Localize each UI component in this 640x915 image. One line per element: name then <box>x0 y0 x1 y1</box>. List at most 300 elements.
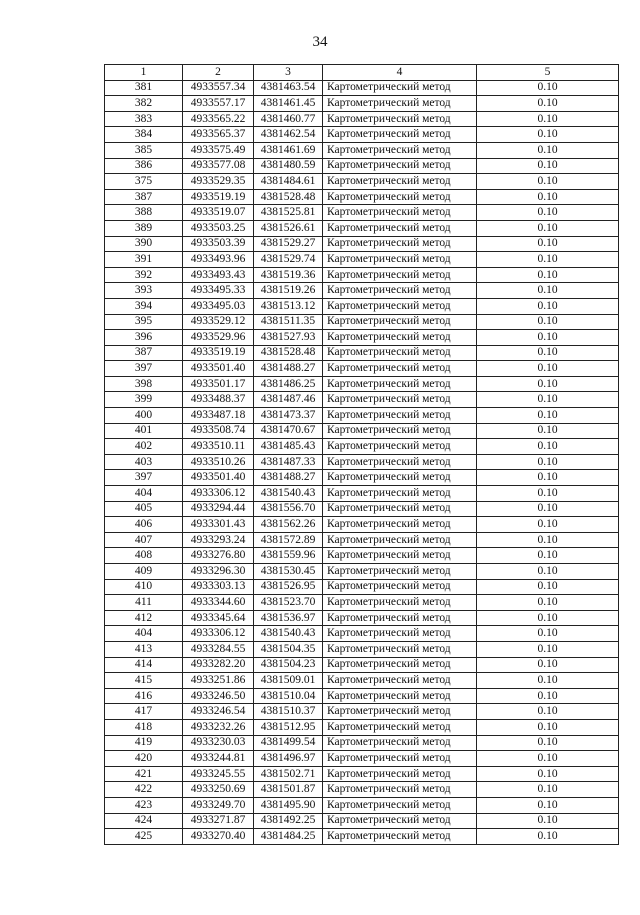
y-coordinate-cell: 4381485.43 <box>254 439 323 455</box>
method-cell: Картометрический метод <box>323 688 477 704</box>
point-number-cell: 401 <box>105 423 183 439</box>
method-cell: Картометрический метод <box>323 376 477 392</box>
point-number-cell: 409 <box>105 564 183 580</box>
y-coordinate-cell: 4381526.95 <box>254 579 323 595</box>
x-coordinate-cell: 4933294.44 <box>183 501 254 517</box>
method-cell: Картометрический метод <box>323 267 477 283</box>
method-cell: Картометрический метод <box>323 595 477 611</box>
accuracy-cell: 0.10 <box>477 205 619 221</box>
point-number-cell: 394 <box>105 298 183 314</box>
x-coordinate-cell: 4933306.12 <box>183 486 254 502</box>
y-coordinate-cell: 4381495.90 <box>254 797 323 813</box>
method-cell: Картометрический метод <box>323 252 477 268</box>
accuracy-cell: 0.10 <box>477 486 619 502</box>
method-cell: Картометрический метод <box>323 501 477 517</box>
accuracy-cell: 0.10 <box>477 408 619 424</box>
accuracy-cell: 0.10 <box>477 797 619 813</box>
point-number-cell: 381 <box>105 80 183 96</box>
point-number-cell: 423 <box>105 797 183 813</box>
point-number-cell: 417 <box>105 704 183 720</box>
accuracy-cell: 0.10 <box>477 610 619 626</box>
method-cell: Картометрический метод <box>323 298 477 314</box>
x-coordinate-cell: 4933493.96 <box>183 252 254 268</box>
y-coordinate-cell: 4381461.45 <box>254 96 323 112</box>
accuracy-cell: 0.10 <box>477 641 619 657</box>
x-coordinate-cell: 4933282.20 <box>183 657 254 673</box>
accuracy-cell: 0.10 <box>477 657 619 673</box>
y-coordinate-cell: 4381480.59 <box>254 158 323 174</box>
accuracy-cell: 0.10 <box>477 361 619 377</box>
y-coordinate-cell: 4381461.69 <box>254 142 323 158</box>
y-coordinate-cell: 4381484.25 <box>254 829 323 845</box>
method-cell: Картометрический метод <box>323 236 477 252</box>
point-number-cell: 395 <box>105 314 183 330</box>
accuracy-cell: 0.10 <box>477 829 619 845</box>
x-coordinate-cell: 4933503.39 <box>183 236 254 252</box>
accuracy-cell: 0.10 <box>477 345 619 361</box>
y-coordinate-cell: 4381509.01 <box>254 673 323 689</box>
table-row <box>105 782 619 798</box>
table-row <box>105 220 619 236</box>
point-number-cell: 388 <box>105 205 183 221</box>
method-cell: Картометрический метод <box>323 283 477 299</box>
x-coordinate-cell: 4933270.40 <box>183 829 254 845</box>
x-coordinate-cell: 4933230.03 <box>183 735 254 751</box>
point-number-cell: 389 <box>105 220 183 236</box>
accuracy-cell: 0.10 <box>477 439 619 455</box>
table-row <box>105 704 619 720</box>
table-row <box>105 610 619 626</box>
point-number-cell: 390 <box>105 236 183 252</box>
x-coordinate-cell: 4933251.86 <box>183 673 254 689</box>
method-cell: Картометрический метод <box>323 96 477 112</box>
accuracy-cell: 0.10 <box>477 80 619 96</box>
point-number-cell: 420 <box>105 751 183 767</box>
method-cell: Картометрический метод <box>323 797 477 813</box>
x-coordinate-cell: 4933557.34 <box>183 80 254 96</box>
method-cell: Картометрический метод <box>323 80 477 96</box>
y-coordinate-cell: 4381510.37 <box>254 704 323 720</box>
point-number-cell: 384 <box>105 127 183 143</box>
accuracy-cell: 0.10 <box>477 142 619 158</box>
x-coordinate-cell: 4933575.49 <box>183 142 254 158</box>
method-cell: Картометрический метод <box>323 548 477 564</box>
table-row <box>105 657 619 673</box>
table-row <box>105 735 619 751</box>
point-number-cell: 397 <box>105 470 183 486</box>
table-row <box>105 766 619 782</box>
x-coordinate-cell: 4933493.43 <box>183 267 254 283</box>
table-row <box>105 486 619 502</box>
method-cell: Картометрический метод <box>323 142 477 158</box>
point-number-cell: 402 <box>105 439 183 455</box>
y-coordinate-cell: 4381529.74 <box>254 252 323 268</box>
method-cell: Картометрический метод <box>323 610 477 626</box>
x-coordinate-cell: 4933503.25 <box>183 220 254 236</box>
x-coordinate-cell: 4933501.40 <box>183 361 254 377</box>
method-cell: Картометрический метод <box>323 220 477 236</box>
method-cell: Картометрический метод <box>323 704 477 720</box>
point-number-cell: 419 <box>105 735 183 751</box>
y-coordinate-cell: 4381528.48 <box>254 189 323 205</box>
accuracy-cell: 0.10 <box>477 376 619 392</box>
y-coordinate-cell: 4381484.61 <box>254 174 323 190</box>
y-coordinate-cell: 4381572.89 <box>254 532 323 548</box>
y-coordinate-cell: 4381462.54 <box>254 127 323 143</box>
point-number-cell: 425 <box>105 829 183 845</box>
point-number-cell: 407 <box>105 532 183 548</box>
y-coordinate-cell: 4381460.77 <box>254 111 323 127</box>
method-cell: Картометрический метод <box>323 829 477 845</box>
accuracy-cell: 0.10 <box>477 517 619 533</box>
table-row <box>105 408 619 424</box>
x-coordinate-cell: 4933301.43 <box>183 517 254 533</box>
accuracy-cell: 0.10 <box>477 579 619 595</box>
table-row <box>105 564 619 580</box>
x-coordinate-cell: 4933529.96 <box>183 330 254 346</box>
accuracy-cell: 0.10 <box>477 392 619 408</box>
method-cell: Картометрический метод <box>323 392 477 408</box>
x-coordinate-cell: 4933577.08 <box>183 158 254 174</box>
y-coordinate-cell: 4381559.96 <box>254 548 323 564</box>
accuracy-cell: 0.10 <box>477 532 619 548</box>
table-row <box>105 142 619 158</box>
point-number-cell: 408 <box>105 548 183 564</box>
table-row <box>105 517 619 533</box>
column-header-2: 2 <box>183 65 254 81</box>
method-cell: Картометрический метод <box>323 766 477 782</box>
table-row <box>105 392 619 408</box>
table-row <box>105 158 619 174</box>
x-coordinate-cell: 4933488.37 <box>183 392 254 408</box>
point-number-cell: 387 <box>105 345 183 361</box>
accuracy-cell: 0.10 <box>477 252 619 268</box>
accuracy-cell: 0.10 <box>477 470 619 486</box>
table-row <box>105 111 619 127</box>
table-row <box>105 548 619 564</box>
x-coordinate-cell: 4933519.07 <box>183 205 254 221</box>
x-coordinate-cell: 4933565.22 <box>183 111 254 127</box>
accuracy-cell: 0.10 <box>477 236 619 252</box>
accuracy-cell: 0.10 <box>477 564 619 580</box>
y-coordinate-cell: 4381511.35 <box>254 314 323 330</box>
x-coordinate-cell: 4933344.60 <box>183 595 254 611</box>
method-cell: Картометрический метод <box>323 626 477 642</box>
point-number-cell: 418 <box>105 719 183 735</box>
accuracy-cell: 0.10 <box>477 782 619 798</box>
y-coordinate-cell: 4381540.43 <box>254 626 323 642</box>
method-cell: Картометрический метод <box>323 189 477 205</box>
accuracy-cell: 0.10 <box>477 626 619 642</box>
accuracy-cell: 0.10 <box>477 330 619 346</box>
point-number-cell: 385 <box>105 142 183 158</box>
method-cell: Картометрический метод <box>323 439 477 455</box>
table-row <box>105 252 619 268</box>
y-coordinate-cell: 4381526.61 <box>254 220 323 236</box>
page-number: 34 <box>312 34 328 50</box>
method-cell: Картометрический метод <box>323 314 477 330</box>
method-cell: Картометрический метод <box>323 641 477 657</box>
table-row <box>105 174 619 190</box>
accuracy-cell: 0.10 <box>477 267 619 283</box>
y-coordinate-cell: 4381486.25 <box>254 376 323 392</box>
table-row <box>105 797 619 813</box>
method-cell: Картометрический метод <box>323 470 477 486</box>
y-coordinate-cell: 4381496.97 <box>254 751 323 767</box>
accuracy-cell: 0.10 <box>477 96 619 112</box>
y-coordinate-cell: 4381527.93 <box>254 330 323 346</box>
y-coordinate-cell: 4381488.27 <box>254 361 323 377</box>
table-row <box>105 330 619 346</box>
accuracy-cell: 0.10 <box>477 704 619 720</box>
method-cell: Картометрический метод <box>323 330 477 346</box>
point-number-cell: 410 <box>105 579 183 595</box>
method-cell: Картометрический метод <box>323 205 477 221</box>
method-cell: Картометрический метод <box>323 657 477 673</box>
point-number-cell: 414 <box>105 657 183 673</box>
y-coordinate-cell: 4381530.45 <box>254 564 323 580</box>
table-row <box>105 283 619 299</box>
header-row <box>105 65 619 81</box>
point-number-cell: 415 <box>105 673 183 689</box>
accuracy-cell: 0.10 <box>477 220 619 236</box>
accuracy-cell: 0.10 <box>477 595 619 611</box>
table-row <box>105 829 619 845</box>
table-row <box>105 205 619 221</box>
x-coordinate-cell: 4933508.74 <box>183 423 254 439</box>
x-coordinate-cell: 4933296.30 <box>183 564 254 580</box>
y-coordinate-cell: 4381463.54 <box>254 80 323 96</box>
y-coordinate-cell: 4381525.81 <box>254 205 323 221</box>
point-number-cell: 416 <box>105 688 183 704</box>
column-header-3: 3 <box>254 65 323 81</box>
y-coordinate-cell: 4381519.26 <box>254 283 323 299</box>
accuracy-cell: 0.10 <box>477 719 619 735</box>
table-row <box>105 314 619 330</box>
accuracy-cell: 0.10 <box>477 751 619 767</box>
method-cell: Картометрический метод <box>323 735 477 751</box>
table-row <box>105 626 619 642</box>
point-number-cell: 412 <box>105 610 183 626</box>
x-coordinate-cell: 4933495.03 <box>183 298 254 314</box>
x-coordinate-cell: 4933529.12 <box>183 314 254 330</box>
x-coordinate-cell: 4933529.35 <box>183 174 254 190</box>
column-header-4: 4 <box>323 65 477 81</box>
point-number-cell: 400 <box>105 408 183 424</box>
x-coordinate-cell: 4933495.33 <box>183 283 254 299</box>
x-coordinate-cell: 4933501.40 <box>183 470 254 486</box>
y-coordinate-cell: 4381504.35 <box>254 641 323 657</box>
table-row <box>105 298 619 314</box>
method-cell: Картометрический метод <box>323 423 477 439</box>
table-row <box>105 673 619 689</box>
accuracy-cell: 0.10 <box>477 813 619 829</box>
accuracy-cell: 0.10 <box>477 501 619 517</box>
x-coordinate-cell: 4933565.37 <box>183 127 254 143</box>
table-row <box>105 423 619 439</box>
table-row <box>105 361 619 377</box>
table-row <box>105 501 619 517</box>
y-coordinate-cell: 4381510.04 <box>254 688 323 704</box>
y-coordinate-cell: 4381529.27 <box>254 236 323 252</box>
y-coordinate-cell: 4381528.48 <box>254 345 323 361</box>
x-coordinate-cell: 4933250.69 <box>183 782 254 798</box>
x-coordinate-cell: 4933510.26 <box>183 454 254 470</box>
table-row <box>105 267 619 283</box>
point-number-cell: 399 <box>105 392 183 408</box>
method-cell: Картометрический метод <box>323 174 477 190</box>
x-coordinate-cell: 4933306.12 <box>183 626 254 642</box>
table-row <box>105 813 619 829</box>
point-number-cell: 397 <box>105 361 183 377</box>
x-coordinate-cell: 4933245.55 <box>183 766 254 782</box>
table-row <box>105 96 619 112</box>
accuracy-cell: 0.10 <box>477 454 619 470</box>
y-coordinate-cell: 4381492.25 <box>254 813 323 829</box>
x-coordinate-cell: 4933271.87 <box>183 813 254 829</box>
x-coordinate-cell: 4933284.55 <box>183 641 254 657</box>
accuracy-cell: 0.10 <box>477 298 619 314</box>
accuracy-cell: 0.10 <box>477 314 619 330</box>
x-coordinate-cell: 4933232.26 <box>183 719 254 735</box>
method-cell: Картометрический метод <box>323 673 477 689</box>
y-coordinate-cell: 4381501.87 <box>254 782 323 798</box>
y-coordinate-cell: 4381473.37 <box>254 408 323 424</box>
x-coordinate-cell: 4933293.24 <box>183 532 254 548</box>
table-row <box>105 470 619 486</box>
table-row <box>105 439 619 455</box>
method-cell: Картометрический метод <box>323 564 477 580</box>
table-row <box>105 376 619 392</box>
point-number-cell: 405 <box>105 501 183 517</box>
point-number-cell: 386 <box>105 158 183 174</box>
accuracy-cell: 0.10 <box>477 174 619 190</box>
table-row <box>105 127 619 143</box>
method-cell: Картометрический метод <box>323 127 477 143</box>
x-coordinate-cell: 4933249.70 <box>183 797 254 813</box>
method-cell: Картометрический метод <box>323 408 477 424</box>
y-coordinate-cell: 4381562.26 <box>254 517 323 533</box>
method-cell: Картометрический метод <box>323 158 477 174</box>
x-coordinate-cell: 4933345.64 <box>183 610 254 626</box>
y-coordinate-cell: 4381540.43 <box>254 486 323 502</box>
y-coordinate-cell: 4381502.71 <box>254 766 323 782</box>
table-row <box>105 719 619 735</box>
accuracy-cell: 0.10 <box>477 283 619 299</box>
accuracy-cell: 0.10 <box>477 548 619 564</box>
x-coordinate-cell: 4933487.18 <box>183 408 254 424</box>
point-number-cell: 387 <box>105 189 183 205</box>
point-number-cell: 424 <box>105 813 183 829</box>
method-cell: Картометрический метод <box>323 532 477 548</box>
accuracy-cell: 0.10 <box>477 766 619 782</box>
method-cell: Картометрический метод <box>323 517 477 533</box>
x-coordinate-cell: 4933510.11 <box>183 439 254 455</box>
method-cell: Картометрический метод <box>323 361 477 377</box>
x-coordinate-cell: 4933519.19 <box>183 189 254 205</box>
method-cell: Картометрический метод <box>323 111 477 127</box>
y-coordinate-cell: 4381536.97 <box>254 610 323 626</box>
table-row <box>105 595 619 611</box>
method-cell: Картометрический метод <box>323 751 477 767</box>
table-row <box>105 236 619 252</box>
y-coordinate-cell: 4381504.23 <box>254 657 323 673</box>
method-cell: Картометрический метод <box>323 782 477 798</box>
y-coordinate-cell: 4381487.46 <box>254 392 323 408</box>
point-number-cell: 396 <box>105 330 183 346</box>
x-coordinate-cell: 4933303.13 <box>183 579 254 595</box>
method-cell: Картометрический метод <box>323 579 477 595</box>
y-coordinate-cell: 4381519.36 <box>254 267 323 283</box>
table-row <box>105 579 619 595</box>
table-row <box>105 688 619 704</box>
table-row <box>105 80 619 96</box>
table-row <box>105 189 619 205</box>
point-number-cell: 391 <box>105 252 183 268</box>
method-cell: Картометрический метод <box>323 719 477 735</box>
method-cell: Картометрический метод <box>323 486 477 502</box>
accuracy-cell: 0.10 <box>477 423 619 439</box>
x-coordinate-cell: 4933246.54 <box>183 704 254 720</box>
point-number-cell: 411 <box>105 595 183 611</box>
y-coordinate-cell: 4381499.54 <box>254 735 323 751</box>
point-number-cell: 406 <box>105 517 183 533</box>
x-coordinate-cell: 4933501.17 <box>183 376 254 392</box>
method-cell: Картометрический метод <box>323 345 477 361</box>
point-number-cell: 375 <box>105 174 183 190</box>
table-row <box>105 454 619 470</box>
point-number-cell: 398 <box>105 376 183 392</box>
y-coordinate-cell: 4381488.27 <box>254 470 323 486</box>
x-coordinate-cell: 4933244.81 <box>183 751 254 767</box>
table-row <box>105 345 619 361</box>
coordinates-table <box>104 64 619 845</box>
point-number-cell: 382 <box>105 96 183 112</box>
accuracy-cell: 0.10 <box>477 189 619 205</box>
y-coordinate-cell: 4381556.70 <box>254 501 323 517</box>
y-coordinate-cell: 4381512.95 <box>254 719 323 735</box>
point-number-cell: 392 <box>105 267 183 283</box>
table-row <box>105 641 619 657</box>
method-cell: Картометрический метод <box>323 813 477 829</box>
x-coordinate-cell: 4933519.19 <box>183 345 254 361</box>
accuracy-cell: 0.10 <box>477 158 619 174</box>
point-number-cell: 393 <box>105 283 183 299</box>
column-header-5: 5 <box>477 65 619 81</box>
table-body <box>105 80 619 844</box>
y-coordinate-cell: 4381487.33 <box>254 454 323 470</box>
x-coordinate-cell: 4933276.80 <box>183 548 254 564</box>
point-number-cell: 422 <box>105 782 183 798</box>
accuracy-cell: 0.10 <box>477 127 619 143</box>
point-number-cell: 403 <box>105 454 183 470</box>
point-number-cell: 383 <box>105 111 183 127</box>
table-header <box>105 65 619 81</box>
table-row <box>105 532 619 548</box>
method-cell: Картометрический метод <box>323 454 477 470</box>
x-coordinate-cell: 4933557.17 <box>183 96 254 112</box>
point-number-cell: 413 <box>105 641 183 657</box>
accuracy-cell: 0.10 <box>477 673 619 689</box>
point-number-cell: 404 <box>105 626 183 642</box>
accuracy-cell: 0.10 <box>477 111 619 127</box>
y-coordinate-cell: 4381513.12 <box>254 298 323 314</box>
table-row <box>105 751 619 767</box>
x-coordinate-cell: 4933246.50 <box>183 688 254 704</box>
point-number-cell: 404 <box>105 486 183 502</box>
accuracy-cell: 0.10 <box>477 688 619 704</box>
y-coordinate-cell: 4381470.67 <box>254 423 323 439</box>
